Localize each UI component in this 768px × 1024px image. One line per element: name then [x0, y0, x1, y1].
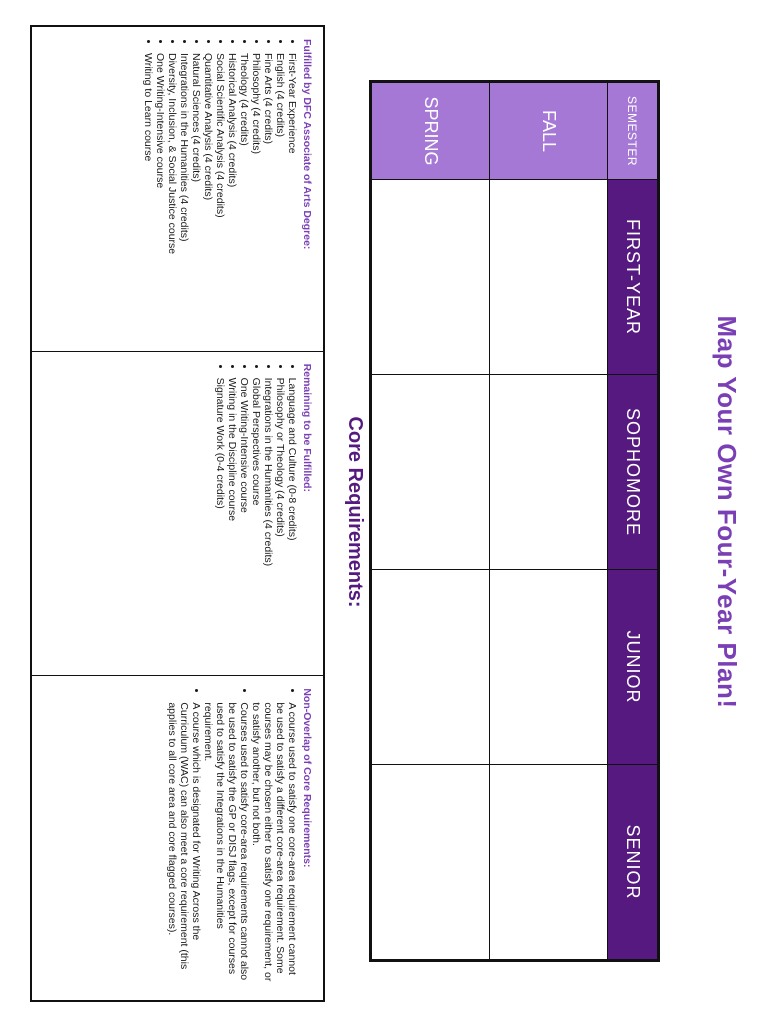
list-item: • Quantitative Analysis (4 credits) [202, 53, 214, 339]
overlap-heading: Non-Overlap of Core Requirements: [301, 688, 313, 868]
list-item: • Writing in the Discipline course [226, 378, 238, 664]
remaining-list [214, 364, 298, 664]
column-header-sophomore: SOPHOMORE [608, 375, 659, 570]
remaining-box [32, 352, 323, 677]
core-requirements-title: Core Requirements: [344, 416, 366, 608]
list-item: • Courses used to satisfy core-area requirements cannot also be used to satisfy the GP or DISJ flags, except for courses used to satisfy the Integrations in the Humanities requirement. [202, 702, 250, 988]
list-item: • Signature Work (0-4 credits) [214, 378, 226, 664]
overlap-box [32, 676, 323, 1000]
fall-junior-cell[interactable] [490, 570, 608, 765]
fulfilled-list [142, 39, 298, 339]
semester-header: SEMESTER [608, 82, 659, 180]
list-item: • Diversity, Inclusion, & Social Justice course [166, 53, 178, 339]
overlap-list [166, 688, 298, 988]
list-item: • One Writing-Intensive course [238, 378, 250, 664]
list-item: • Integrations in the Humanities (4 credits) [262, 378, 274, 664]
list-item: • One Writing-Intensive course [154, 53, 166, 339]
list-item: • English (4 credits) [274, 53, 286, 339]
page-title: Map Your Own Four-Year Plan! [712, 315, 742, 709]
list-item: • Writing to Learn course [142, 53, 154, 339]
list-item: • Language and Culture (0-8 credits) [286, 378, 298, 664]
list-item: • First-Year Experience [286, 53, 298, 339]
four-year-plan-table [369, 80, 660, 962]
core-requirements-boxes [30, 25, 325, 1002]
list-item: • Fine Arts (4 credits) [262, 53, 274, 339]
column-header-senior: SENIOR [608, 765, 659, 961]
column-header-junior: JUNIOR [608, 570, 659, 765]
row-header-spring: SPRING [371, 82, 490, 180]
fall-sophomore-cell[interactable] [490, 375, 608, 570]
fall-senior-cell[interactable] [490, 765, 608, 961]
fulfilled-heading: Fulfilled by DFC Associate of Arts Degree: [301, 39, 313, 250]
list-item: • Global Perspectives course [250, 378, 262, 664]
list-item: • Integrations in the Humanities (4 credits) [178, 53, 190, 339]
list-item: • Theology (4 credits) [238, 53, 250, 339]
list-item: • Historical Analysis (4 credits) [226, 53, 238, 339]
list-item: • Philosophy or Theology (4 credits) [274, 378, 286, 664]
spring-first-year-cell[interactable] [371, 180, 490, 375]
spring-junior-cell[interactable] [371, 570, 490, 765]
column-header-first-year: FIRST-YEAR [608, 180, 659, 375]
fulfilled-box [32, 27, 323, 352]
remaining-heading: Remaining to be Fulfilled: [301, 363, 313, 493]
list-item: • Social Scientific Analysis (4 credits) [214, 53, 226, 339]
list-item: • Philosophy (4 credits) [250, 53, 262, 339]
list-item: • Natural Sciences (4 credits) [190, 53, 202, 339]
list-item: • A course which is designated for Writing Across the Curriculum (WAC) can also meet a core requirement (this applies to all core area and core flagged courses). [166, 702, 202, 988]
fall-first-year-cell[interactable] [490, 180, 608, 375]
row-header-fall: FALL [490, 82, 608, 180]
spring-sophomore-cell[interactable] [371, 375, 490, 570]
spring-senior-cell[interactable] [371, 765, 490, 961]
list-item: • A course used to satisfy one core-area requirement cannot be used to satisfy a different core-area requirement. Some courses may be chosen either to satisfy one requirement, or to satisfy another, but not both. [250, 702, 298, 988]
